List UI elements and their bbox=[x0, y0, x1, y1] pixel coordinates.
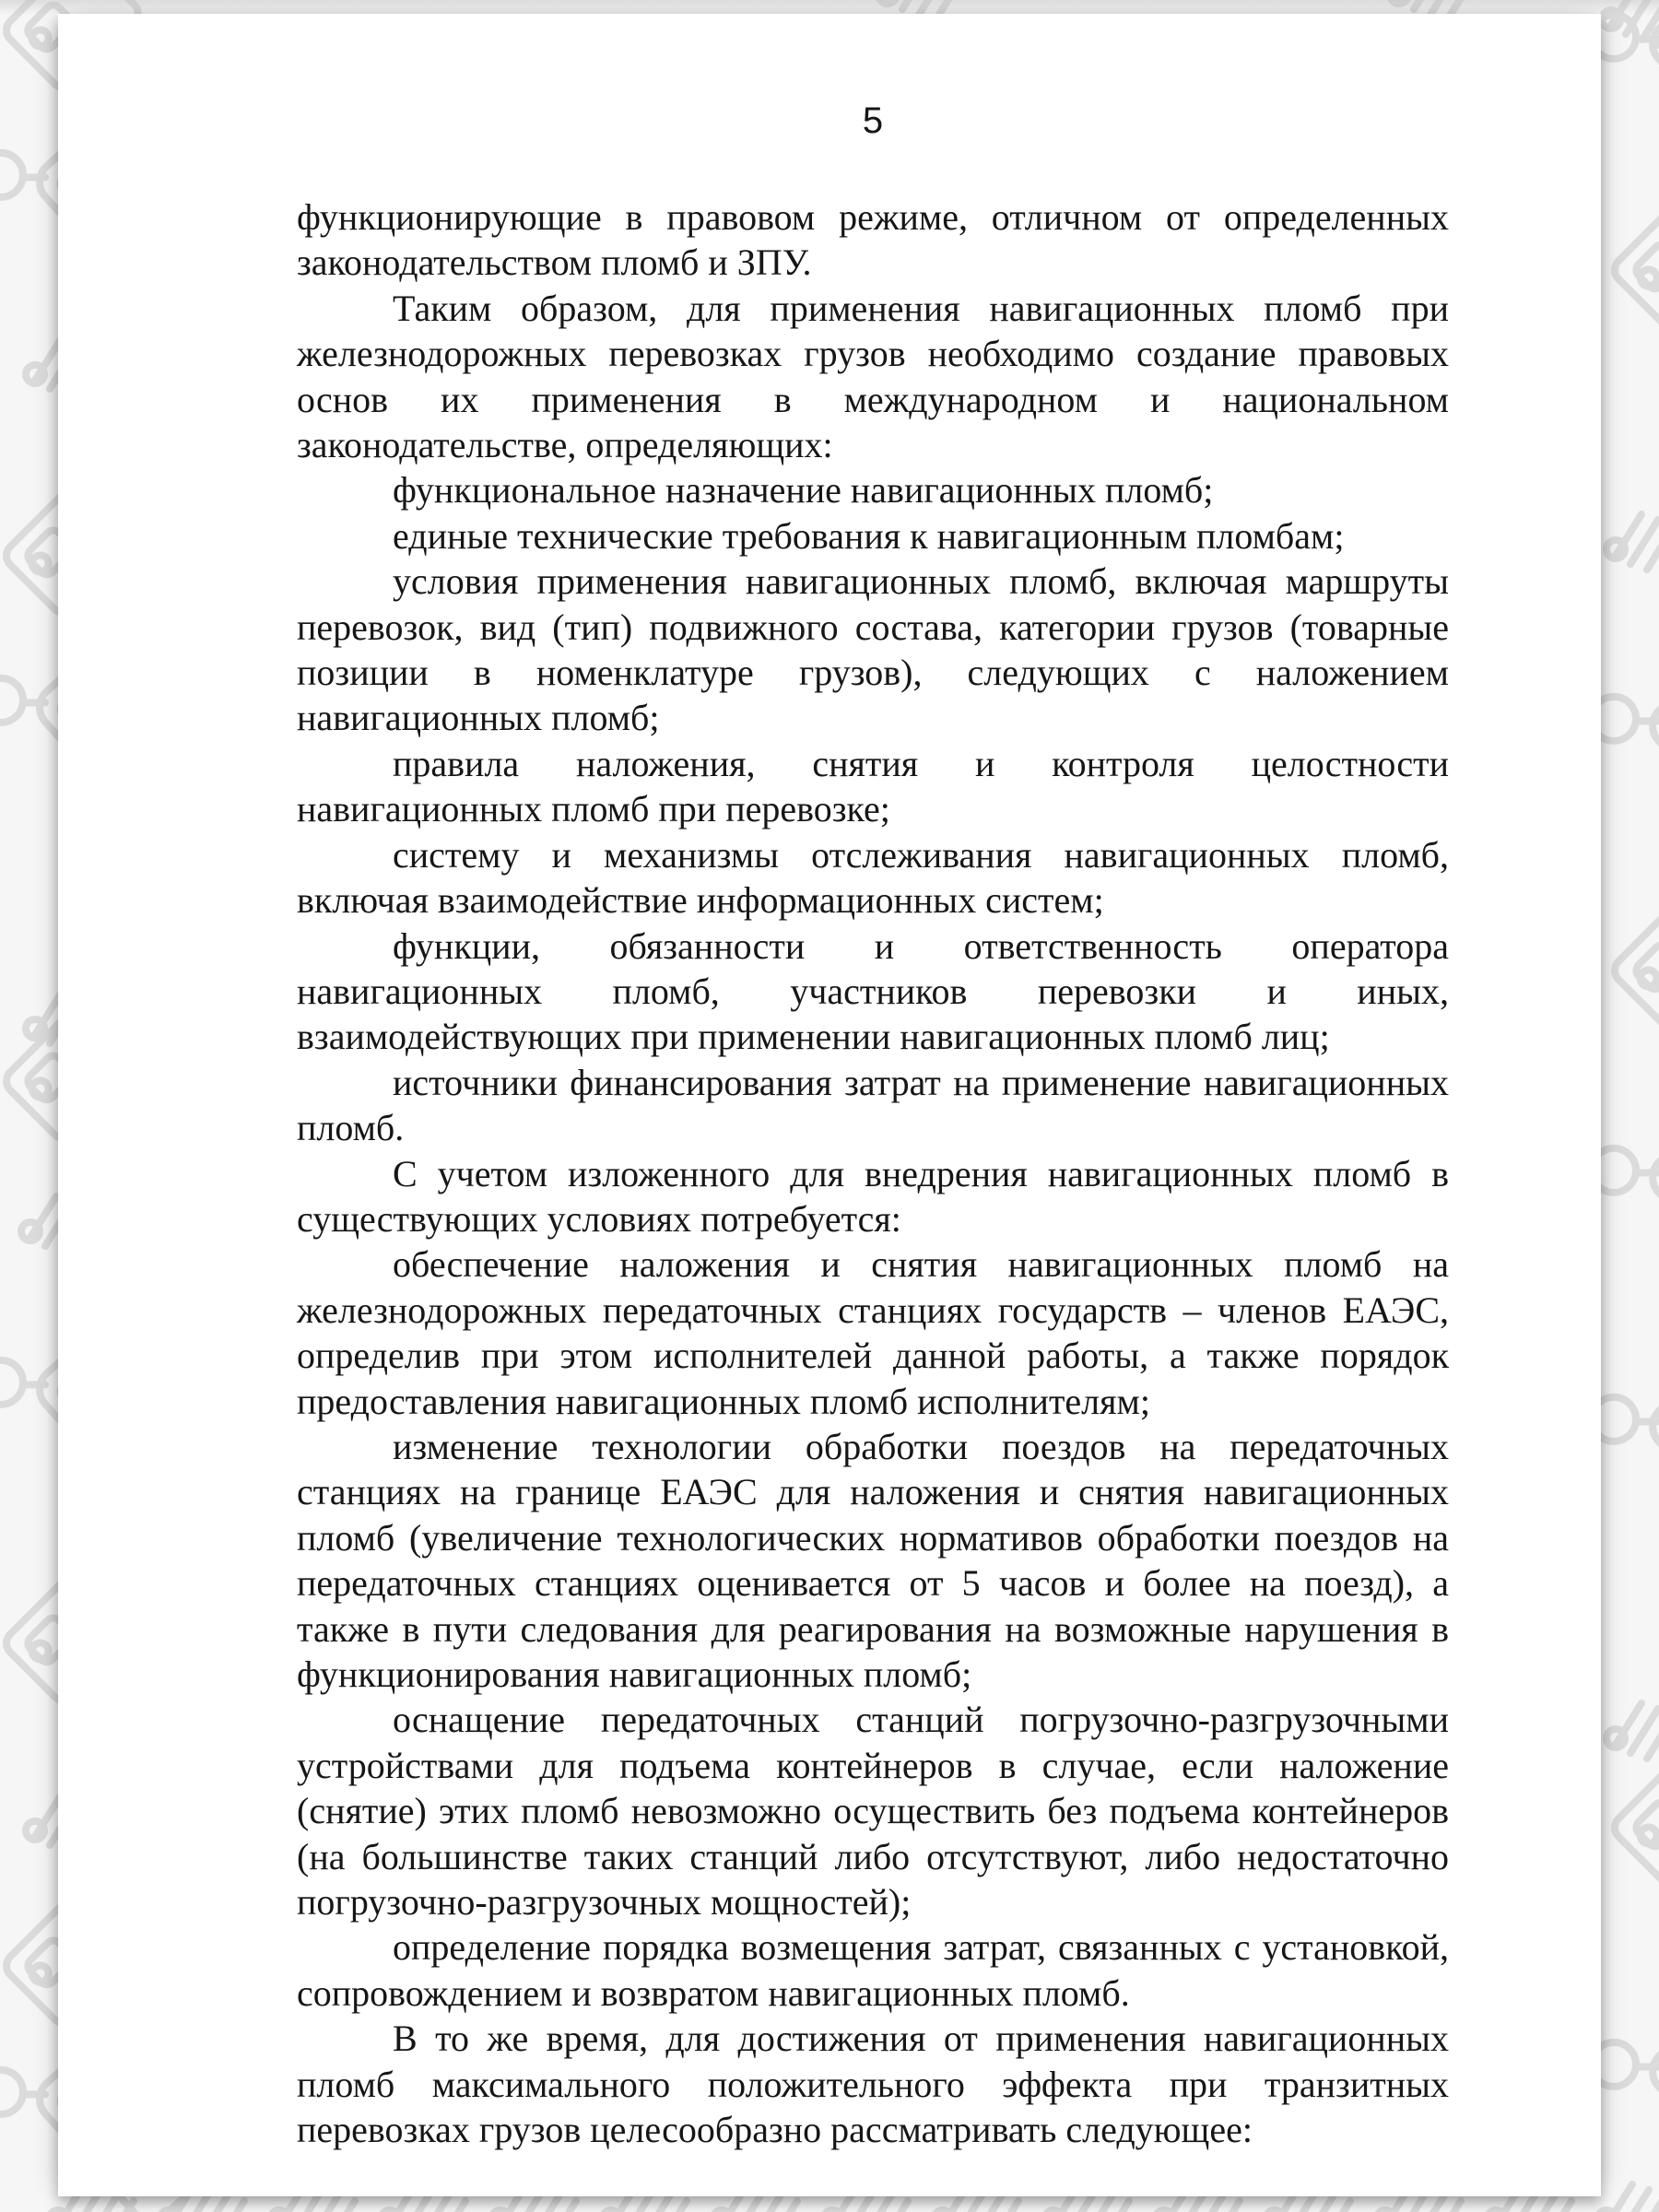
paragraph: определение порядка возмещения затрат, связанных с установкой, сопровождением и возвратом навигационных пломб. bbox=[297, 1926, 1449, 2014]
paragraph: правила наложения, снятия и контроля целостности навигационных пломб при перевозке; bbox=[297, 742, 1449, 830]
paragraph: оснащение передаточных станций погрузочно-разгрузочными устройствами для подъема контейнеров в случае, если наложение (снятие) этих пломб невозможно осуществить без подъема контейнеров (на большинстве таких станций либо отсутствуют, либо недостаточно погрузочно-разгрузочных мощностей); bbox=[297, 1699, 1449, 1924]
paragraph: функционирующие в правовом режиме, отличном от определенных законодательством пломб и ЗПУ. bbox=[297, 196, 1449, 284]
paragraph: систему и механизмы отслеживания навигационных пломб, включая взаимодействие информационных систем; bbox=[297, 833, 1449, 922]
paragraph: функциональное назначение навигационных пломб; bbox=[393, 469, 1214, 512]
paragraph: изменение технологии обработки поездов на передаточных станциях на границе ЕАЭС для наложения и снятия навигационных пломб (увеличение технологических нормативов обработки поездов на передаточных станциях оценивается от 5 часов и более на поезд), а также в пути следования для реагирования на возможные нарушения в функционирования навигационных пломб; bbox=[297, 1425, 1449, 1695]
paragraph: функции, обязанности и ответственность оператора навигационных пломб, участников перевозки и иных, взаимодействующих при применении навигационных пломб лиц; bbox=[297, 924, 1449, 1058]
paragraph: Таким образом, для применения навигационных пломб при железнодорожных перевозках грузов необходимо создание правовых основ их применения в международном и национальном законодательстве, определяющих: bbox=[297, 287, 1449, 466]
document-page bbox=[58, 14, 1601, 2196]
page-number: 5 bbox=[862, 100, 884, 141]
paragraph: условия применения навигационных пломб, включая маршруты перевозок, вид (тип) подвижного состава, категории грузов (товарные позиции в номенклатуре грузов), следующих с наложением навигационных пломб; bbox=[297, 560, 1449, 739]
paragraph: единые технические требования к навигационным пломбам; bbox=[393, 514, 1345, 557]
paragraph: источники финансирования затрат на применение навигационных пломб. bbox=[297, 1061, 1449, 1149]
document-body bbox=[297, 194, 1449, 2152]
paragraph: С учетом изложенного для внедрения навигационных пломб в существующих условиях потребуется: bbox=[297, 1152, 1449, 1240]
paragraph: обеспечение наложения и снятия навигационных пломб на железнодорожных передаточных станциях государств – членов ЕАЭС, определив при этом исполнителей данной работы, а также порядок предоставления навигационных пломб исполнителям; bbox=[297, 1243, 1449, 1422]
paragraph: В то же время, для достижения от применения навигационных пломб максимального положительного эффекта при транзитных перевозках грузов целесообразно рассматривать следующее: bbox=[297, 2018, 1449, 2151]
